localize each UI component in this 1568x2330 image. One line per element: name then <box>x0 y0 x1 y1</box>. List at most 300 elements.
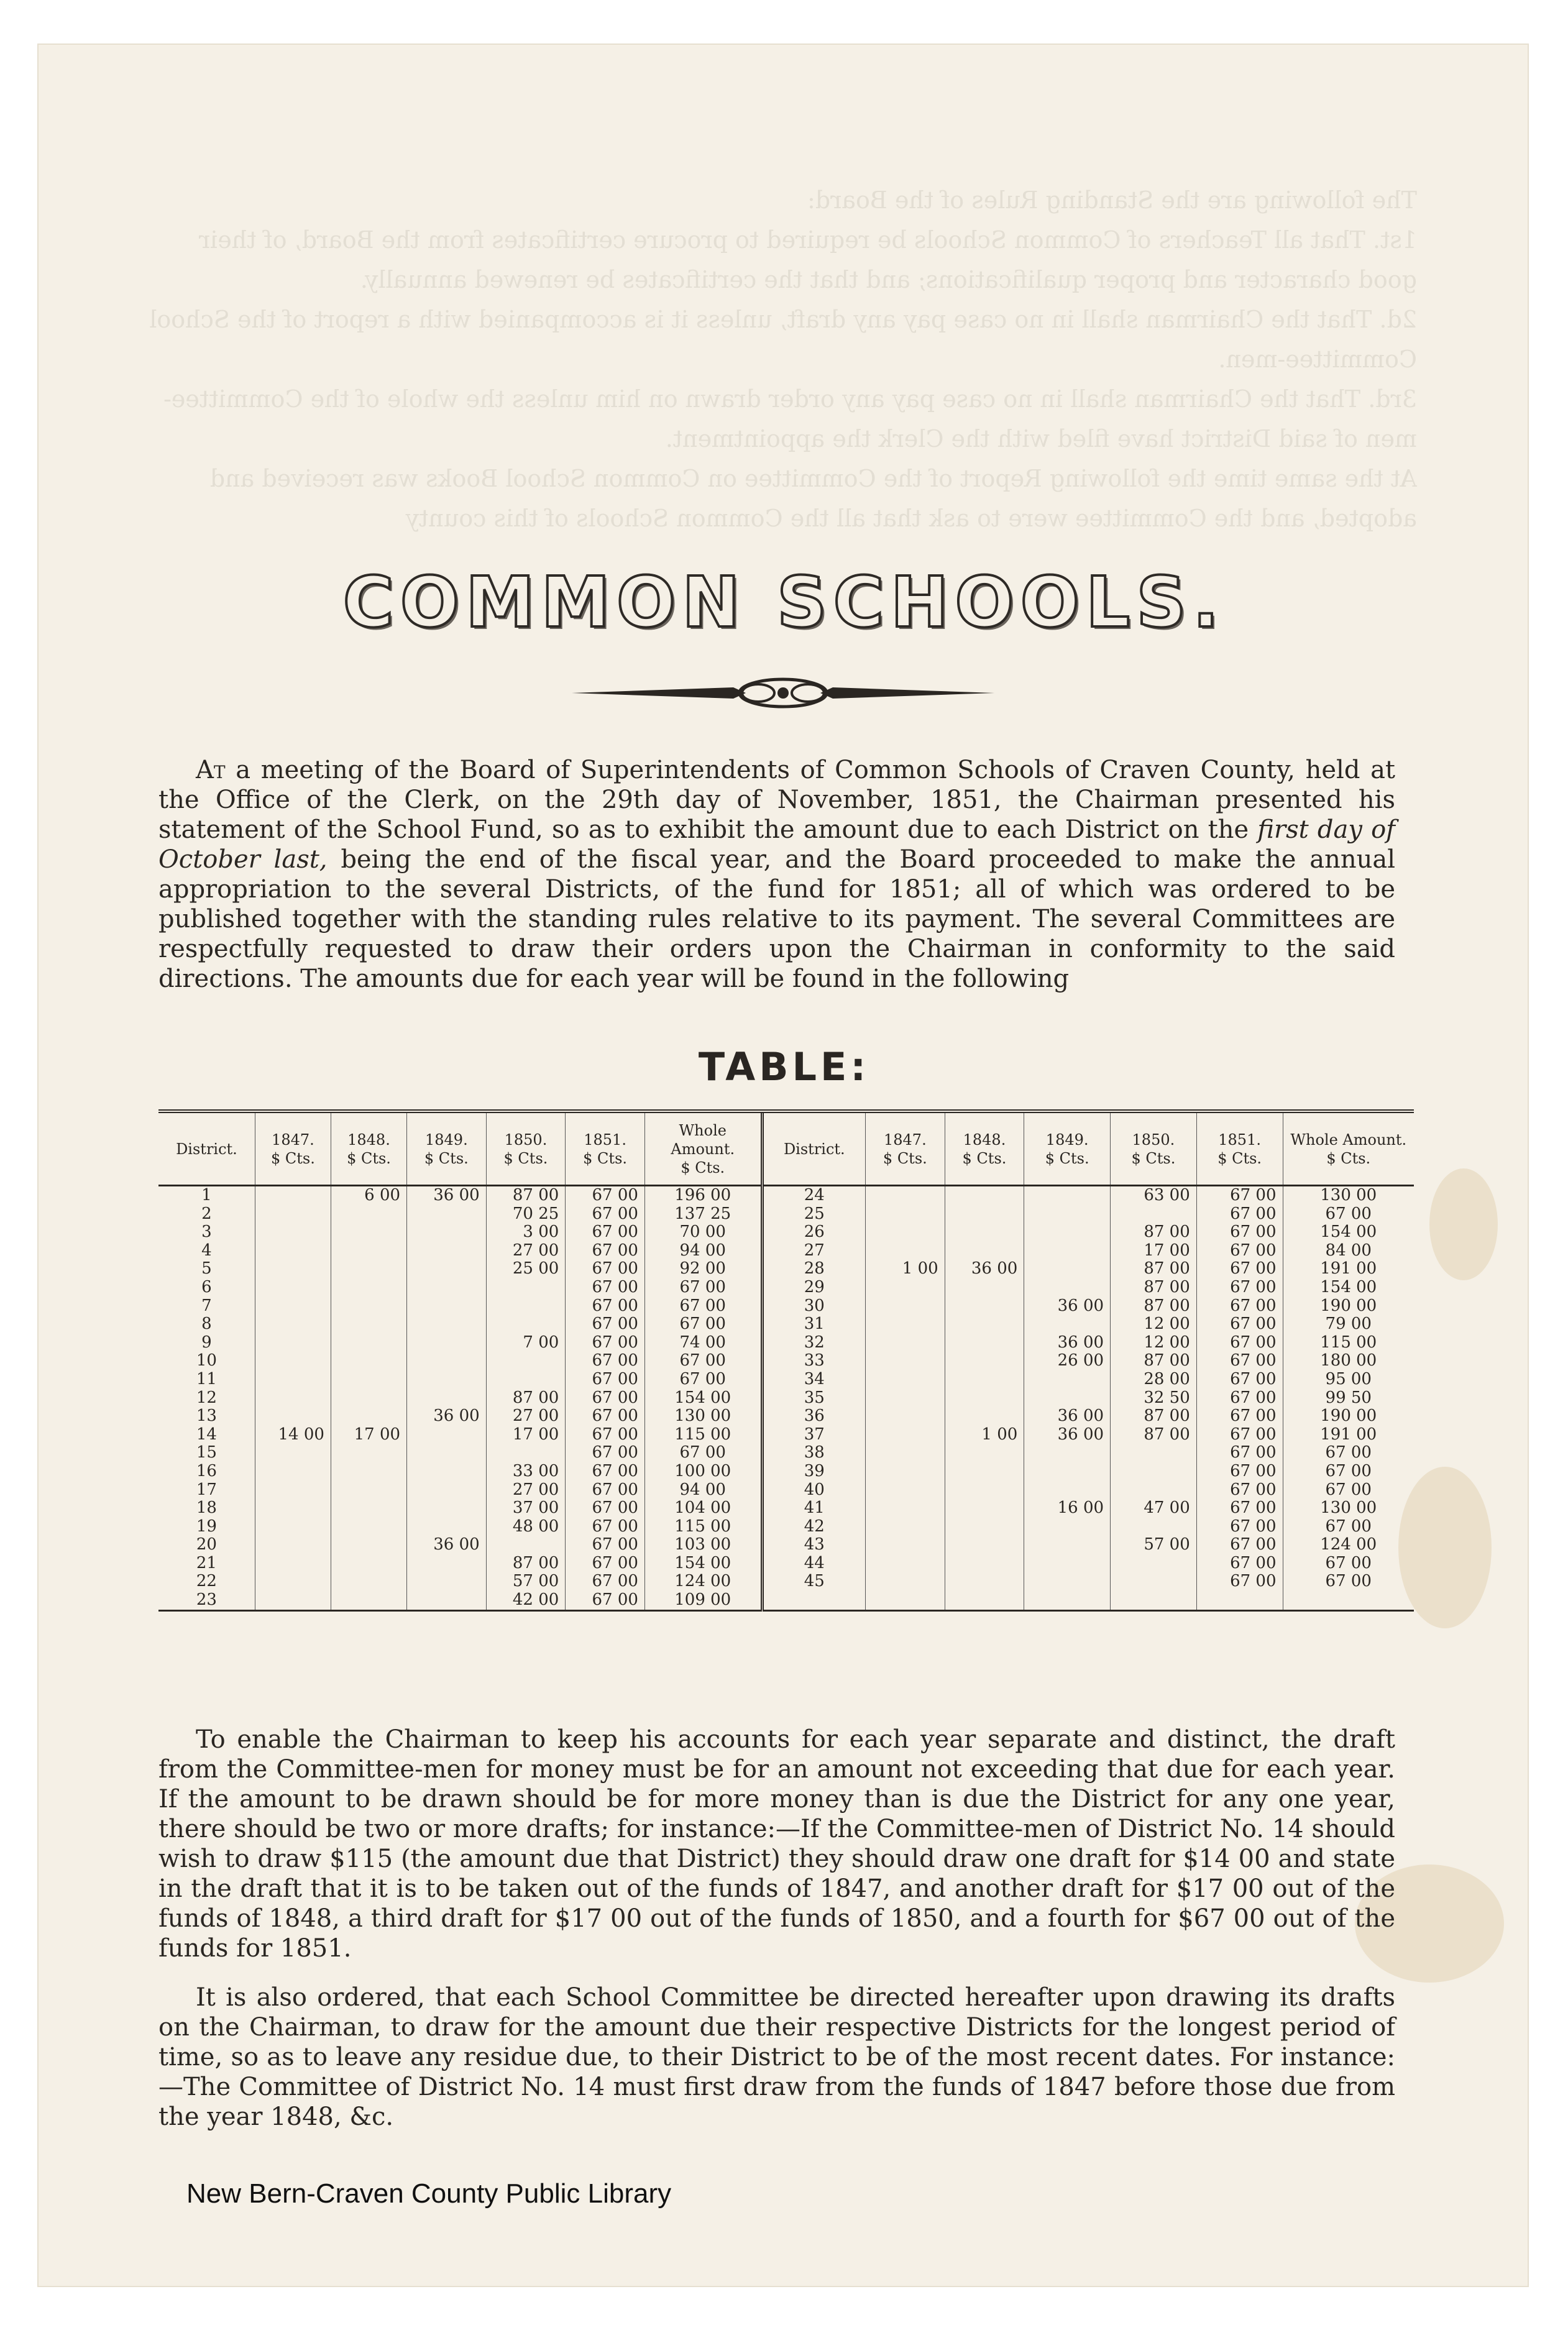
amount-cell <box>866 1186 945 1205</box>
district-cell: 44 <box>762 1554 865 1573</box>
amount-cell <box>486 1315 566 1334</box>
amount-cell: 67 00 <box>1196 1536 1283 1554</box>
column-header-title: 1848. <box>963 1131 1006 1149</box>
amount-cell <box>331 1499 406 1518</box>
column-header-unit: $ Cts. <box>583 1149 628 1167</box>
amount-cell <box>331 1278 406 1297</box>
amount-cell <box>486 1297 566 1316</box>
amount-cell: 33 00 <box>486 1462 566 1481</box>
column-header-title: 1848. <box>347 1131 390 1149</box>
amount-cell <box>1024 1242 1111 1260</box>
amount-cell <box>945 1186 1024 1205</box>
amount-cell <box>486 1278 566 1297</box>
district-cell: 11 <box>196 1370 217 1388</box>
amount-cell: 67 00 <box>1196 1407 1283 1426</box>
amount-cell <box>255 1334 331 1352</box>
table-row <box>158 1407 1414 1426</box>
amount-cell: 28 00 <box>1111 1370 1197 1389</box>
amount-cell: 36 00 <box>1024 1297 1111 1316</box>
table-row <box>158 1278 1414 1297</box>
amount-cell: 67 00 <box>566 1572 645 1591</box>
amount-cell <box>866 1370 945 1389</box>
whole-amount-cell: 130 00 <box>1283 1499 1414 1518</box>
amount-cell <box>255 1278 331 1297</box>
column-header-unit: $ Cts. <box>883 1149 927 1167</box>
district-cell: 14 <box>196 1425 217 1444</box>
whole-amount-cell: 104 00 <box>644 1499 762 1518</box>
amount-cell <box>255 1481 331 1500</box>
whole-amount-cell: 92 00 <box>644 1260 762 1278</box>
whole-amount-cell: 95 00 <box>1283 1370 1414 1389</box>
column-header-title: 1851. <box>584 1131 626 1149</box>
amount-cell <box>486 1444 566 1462</box>
table-row <box>158 1370 1414 1389</box>
table-row <box>158 1462 1414 1481</box>
amount-cell: 67 00 <box>566 1407 645 1426</box>
amount-cell <box>255 1315 331 1334</box>
whole-amount-cell: 67 00 <box>1283 1554 1414 1573</box>
amount-cell: 67 00 <box>1196 1426 1283 1444</box>
amount-cell <box>945 1242 1024 1260</box>
column-header <box>1024 1111 1111 1186</box>
whole-amount-cell: 70 00 <box>644 1223 762 1242</box>
amount-cell <box>945 1297 1024 1316</box>
amount-cell: 87 00 <box>1111 1223 1197 1242</box>
amount-cell <box>331 1223 406 1242</box>
amount-cell: 14 00 <box>255 1426 331 1444</box>
amount-cell <box>945 1223 1024 1242</box>
amount-cell: 67 00 <box>1196 1278 1283 1297</box>
amount-cell <box>945 1591 1024 1610</box>
whole-amount-cell: 67 00 <box>644 1444 762 1462</box>
district-cell: 3 <box>201 1223 212 1242</box>
amount-cell <box>407 1389 487 1408</box>
whole-amount-cell: 190 00 <box>1283 1297 1414 1316</box>
amount-cell: 67 00 <box>566 1444 645 1462</box>
district-cell: 26 <box>762 1223 865 1242</box>
amount-cell <box>945 1499 1024 1518</box>
amount-cell <box>407 1370 487 1389</box>
whole-amount-cell: 79 00 <box>1283 1315 1414 1334</box>
amount-cell <box>407 1591 487 1610</box>
amount-cell: 67 00 <box>566 1389 645 1408</box>
amount-cell: 67 00 <box>1196 1242 1283 1260</box>
whole-amount-cell: 100 00 <box>644 1462 762 1481</box>
amount-cell <box>1024 1554 1111 1573</box>
table-row <box>158 1518 1414 1536</box>
district-cell: 19 <box>196 1517 217 1536</box>
amount-cell <box>866 1591 945 1610</box>
amount-cell <box>866 1278 945 1297</box>
amount-cell <box>331 1242 406 1260</box>
amount-cell: 12 00 <box>1111 1315 1197 1334</box>
ornament-divider <box>572 671 994 715</box>
amount-cell: 67 00 <box>566 1426 645 1444</box>
amount-cell <box>866 1334 945 1352</box>
whole-amount-cell: 109 00 <box>644 1591 762 1610</box>
amount-cell: 36 00 <box>1024 1334 1111 1352</box>
order-paragraph: It is also ordered, that each School Committee be directed hereafter upon drawing its drafts on the Chairman, to draw for the amount due their respective Districts for the longest period of time, so as to leave any residue due, to their District to be of the most recent dates. For instance:—The Committee of District No. 14 must first draw from the funds of 1847 before those due from the year 1848, &c. <box>158 1983 1395 2131</box>
whole-amount-cell: 154 00 <box>644 1389 762 1408</box>
amount-cell: 7 00 <box>486 1334 566 1352</box>
amount-cell <box>331 1518 406 1536</box>
amount-cell <box>486 1370 566 1389</box>
amount-cell <box>945 1315 1024 1334</box>
amount-cell <box>866 1223 945 1242</box>
column-header-unit: $ Cts. <box>424 1149 469 1167</box>
amount-cell <box>1024 1315 1111 1334</box>
amount-cell: 27 00 <box>486 1481 566 1500</box>
amount-cell: 67 00 <box>1196 1389 1283 1408</box>
amount-cell: 67 00 <box>566 1518 645 1536</box>
district-cell: 41 <box>762 1499 865 1518</box>
district-cell: 18 <box>196 1499 217 1518</box>
show-through-text: The following are the Standing Rules of the Board: 1st. That all Teachers of Common Schools be required to procure certificates from the Board, of their good character and proper qualifications; and that the certificates be renewed annually. 2d. That the Chairman shall in no case pay any draft, unless it is accompanied with a report of the School Committee-men. 3rd. That the Chairman shall in no case pay any order drawn on him unless the whole of the Committee-men of said District have filed with the Clerk the appointment. At the same time the following Report of the Committee on Common School Books was received and adopted, and the Committee were to ask that all the Common Schools of this county <box>149 186 1417 532</box>
amount-cell: 36 00 <box>1024 1426 1111 1444</box>
column-header-title: 1849. <box>1045 1131 1089 1149</box>
amount-cell: 87 00 <box>1111 1407 1197 1426</box>
amount-cell <box>866 1297 945 1316</box>
amount-cell <box>1024 1223 1111 1242</box>
amount-cell <box>331 1444 406 1462</box>
amount-cell <box>255 1205 331 1224</box>
amount-cell <box>945 1370 1024 1389</box>
amount-cell <box>1111 1481 1197 1500</box>
district-cell <box>762 1591 865 1610</box>
fund-table <box>158 1109 1414 1612</box>
amount-cell: 67 00 <box>566 1223 645 1242</box>
district-cell: 21 <box>196 1554 217 1572</box>
amount-cell <box>1024 1462 1111 1481</box>
amount-cell <box>945 1334 1024 1352</box>
amount-cell: 32 50 <box>1111 1389 1197 1408</box>
whole-amount-cell: 67 00 <box>644 1297 762 1316</box>
amount-cell <box>255 1499 331 1518</box>
column-header <box>762 1111 865 1186</box>
column-header-title: 1851. <box>1218 1131 1261 1149</box>
column-header-unit: $ Cts. <box>1131 1149 1176 1167</box>
whole-amount-cell: 115 00 <box>644 1518 762 1536</box>
amount-cell: 67 00 <box>1196 1572 1283 1591</box>
column-header <box>158 1111 255 1186</box>
amount-cell <box>1111 1554 1197 1573</box>
amount-cell <box>866 1242 945 1260</box>
amount-cell: 17 00 <box>1111 1242 1197 1260</box>
amount-cell: 16 00 <box>1024 1499 1111 1518</box>
whole-amount-cell: 67 00 <box>1283 1572 1414 1591</box>
amount-cell: 27 00 <box>486 1407 566 1426</box>
amount-cell <box>1024 1444 1111 1462</box>
amount-cell <box>407 1352 487 1370</box>
amount-cell <box>331 1554 406 1573</box>
column-header-unit: $ Cts. <box>1045 1149 1089 1167</box>
amount-cell <box>331 1389 406 1408</box>
table-row <box>158 1554 1414 1573</box>
amount-cell <box>945 1554 1024 1573</box>
amount-cell: 17 00 <box>331 1426 406 1444</box>
amount-cell <box>255 1407 331 1426</box>
amount-cell <box>1024 1186 1111 1205</box>
amount-cell: 57 00 <box>1111 1536 1197 1554</box>
amount-cell <box>331 1572 406 1591</box>
amount-cell <box>866 1572 945 1591</box>
whole-amount-cell: 154 00 <box>644 1554 762 1573</box>
district-cell: 7 <box>201 1296 212 1315</box>
amount-cell <box>1024 1370 1111 1389</box>
amount-cell <box>331 1352 406 1370</box>
table-row <box>158 1389 1414 1408</box>
amount-cell <box>866 1389 945 1408</box>
amount-cell <box>407 1223 487 1242</box>
district-cell: 43 <box>762 1536 865 1554</box>
district-cell: 33 <box>762 1352 865 1370</box>
whole-amount-cell: 94 00 <box>644 1481 762 1500</box>
amount-cell <box>331 1462 406 1481</box>
district-cell: 24 <box>762 1186 865 1205</box>
amount-cell: 67 00 <box>1196 1334 1283 1352</box>
district-cell: 34 <box>762 1370 865 1389</box>
amount-cell <box>255 1186 331 1205</box>
table-row <box>158 1444 1414 1462</box>
amount-cell: 67 00 <box>1196 1186 1283 1205</box>
intro-text-a: a meeting of the Board of Superintendents of Common Schools of Craven County, held at the Office of the Clerk, on the 29th day of November, 1851, the Chairman presented his statement of the School Fund, so as to exhibit the amount due to each District on the <box>158 756 1396 844</box>
amount-cell <box>945 1536 1024 1554</box>
amount-cell: 67 00 <box>1196 1260 1283 1278</box>
amount-cell <box>407 1315 487 1334</box>
district-cell: 12 <box>196 1388 217 1407</box>
amount-cell: 47 00 <box>1111 1499 1197 1518</box>
column-header <box>407 1111 487 1186</box>
amount-cell: 67 00 <box>566 1352 645 1370</box>
district-cell: 9 <box>201 1333 212 1352</box>
district-cell: 8 <box>201 1315 212 1334</box>
amount-cell <box>945 1572 1024 1591</box>
amount-cell <box>255 1389 331 1408</box>
amount-cell: 1 00 <box>945 1426 1024 1444</box>
amount-cell <box>945 1444 1024 1462</box>
amount-cell <box>331 1481 406 1500</box>
amount-cell <box>1024 1260 1111 1278</box>
amount-cell <box>486 1536 566 1554</box>
amount-cell <box>407 1278 487 1297</box>
amount-cell <box>1111 1572 1197 1591</box>
table-row <box>158 1186 1414 1205</box>
district-cell: 38 <box>762 1444 865 1462</box>
amount-cell <box>331 1407 406 1426</box>
amount-cell <box>255 1518 331 1536</box>
column-header <box>644 1111 762 1186</box>
district-cell: 4 <box>201 1241 212 1260</box>
whole-amount-cell: 180 00 <box>1283 1352 1414 1370</box>
district-cell: 35 <box>762 1389 865 1408</box>
whole-amount-cell: 196 00 <box>644 1186 762 1205</box>
column-header-title: 1847. <box>272 1131 314 1149</box>
amount-cell: 87 00 <box>486 1186 566 1205</box>
amount-cell: 26 00 <box>1024 1352 1111 1370</box>
amount-cell: 25 00 <box>486 1260 566 1278</box>
whole-amount-cell: 99 50 <box>1283 1389 1414 1408</box>
page-title: COMMON SCHOOLS. <box>342 562 1226 643</box>
amount-cell <box>407 1297 487 1316</box>
whole-amount-cell: 67 00 <box>644 1278 762 1297</box>
district-cell: 23 <box>196 1591 217 1610</box>
whole-amount-cell: 74 00 <box>644 1334 762 1352</box>
whole-amount-cell: 130 00 <box>644 1407 762 1426</box>
column-header-title: 1850. <box>1132 1131 1175 1149</box>
amount-cell <box>255 1536 331 1554</box>
whole-amount-cell: 67 00 <box>644 1315 762 1334</box>
column-header-unit: $ Cts. <box>962 1149 1007 1167</box>
column-header <box>486 1111 566 1186</box>
column-header-title: District. <box>783 1140 845 1158</box>
column-header-title: Whole Amount. <box>1290 1131 1407 1149</box>
amount-cell <box>407 1462 487 1481</box>
amount-cell <box>866 1315 945 1334</box>
amount-cell <box>407 1554 487 1573</box>
whole-amount-cell: 191 00 <box>1283 1426 1414 1444</box>
amount-cell: 67 00 <box>566 1370 645 1389</box>
column-header-title: District. <box>176 1140 237 1158</box>
district-cell: 45 <box>762 1572 865 1591</box>
amount-cell: 67 00 <box>1196 1315 1283 1334</box>
district-cell: 42 <box>762 1518 865 1536</box>
table-row <box>158 1205 1414 1224</box>
whole-amount-cell: 191 00 <box>1283 1260 1414 1278</box>
amount-cell <box>407 1499 487 1518</box>
amount-cell: 67 00 <box>566 1591 645 1610</box>
amount-cell: 67 00 <box>1196 1462 1283 1481</box>
amount-cell: 48 00 <box>486 1518 566 1536</box>
amount-cell <box>407 1242 487 1260</box>
amount-cell: 67 00 <box>566 1297 645 1316</box>
amount-cell: 36 00 <box>407 1186 487 1205</box>
amount-cell <box>331 1315 406 1334</box>
intro-text-b: being the end of the fiscal year, and the Board proceeded to make the annual appropriation to the several Districts, of the fund for 1851; all of which was ordered to be published together with the standing rules relative to its payment. The several Committees are respectfully requested to draw their orders upon the Chairman in conformity to the said directions. The amounts due for each year will be found in the following <box>158 845 1396 993</box>
amount-cell <box>255 1444 331 1462</box>
amount-cell: 36 00 <box>407 1407 487 1426</box>
amount-cell <box>866 1205 945 1224</box>
amount-cell: 67 00 <box>566 1278 645 1297</box>
intro-paragraph <box>158 755 1395 994</box>
table-row <box>158 1334 1414 1352</box>
amount-cell <box>945 1518 1024 1536</box>
district-cell: 10 <box>196 1352 217 1370</box>
amount-cell <box>866 1462 945 1481</box>
whole-amount-cell: 67 00 <box>1283 1444 1414 1462</box>
district-cell: 22 <box>196 1572 217 1591</box>
column-header-title: 1849. <box>424 1131 468 1149</box>
district-cell: 32 <box>762 1334 865 1352</box>
table-row <box>158 1572 1414 1591</box>
column-header-unit: $ Cts. <box>1326 1149 1371 1167</box>
amount-cell: 87 00 <box>1111 1297 1197 1316</box>
amount-cell: 67 00 <box>566 1462 645 1481</box>
amount-cell <box>407 1518 487 1536</box>
whole-amount-cell: 190 00 <box>1283 1407 1414 1426</box>
amount-cell <box>255 1242 331 1260</box>
column-header-title: 1847. <box>884 1131 927 1149</box>
amount-cell <box>866 1481 945 1500</box>
amount-cell <box>255 1572 331 1591</box>
amount-cell: 67 00 <box>1196 1352 1283 1370</box>
amount-cell <box>255 1223 331 1242</box>
district-cell: 20 <box>196 1536 217 1554</box>
district-cell: 28 <box>762 1260 865 1278</box>
amount-cell: 67 00 <box>566 1186 645 1205</box>
table-row <box>158 1499 1414 1518</box>
amount-cell <box>945 1278 1024 1297</box>
whole-amount-cell: 124 00 <box>1283 1536 1414 1554</box>
amount-cell: 6 00 <box>331 1186 406 1205</box>
amount-cell <box>866 1352 945 1370</box>
district-cell: 25 <box>762 1205 865 1224</box>
amount-cell <box>255 1554 331 1573</box>
district-cell: 2 <box>201 1204 212 1223</box>
amount-cell: 87 00 <box>1111 1426 1197 1444</box>
whole-amount-cell: 67 00 <box>1283 1462 1414 1481</box>
district-cell: 16 <box>196 1462 217 1480</box>
amount-cell: 70 25 <box>486 1205 566 1224</box>
district-cell: 6 <box>201 1278 212 1296</box>
amount-cell <box>945 1481 1024 1500</box>
amount-cell <box>255 1352 331 1370</box>
whole-amount-cell: 130 00 <box>1283 1186 1414 1205</box>
column-header-unit: $ Cts. <box>1217 1149 1262 1167</box>
amount-cell <box>866 1426 945 1444</box>
whole-amount-cell: 137 25 <box>644 1205 762 1224</box>
amount-cell <box>407 1205 487 1224</box>
amount-cell <box>407 1481 487 1500</box>
district-cell: 31 <box>762 1315 865 1334</box>
whole-amount-cell: 154 00 <box>1283 1223 1414 1242</box>
amount-cell <box>945 1407 1024 1426</box>
whole-amount-cell <box>1283 1591 1414 1610</box>
column-header <box>255 1111 331 1186</box>
amount-cell <box>407 1334 487 1352</box>
column-header <box>1111 1111 1197 1186</box>
table-row <box>158 1297 1414 1316</box>
amount-cell: 37 00 <box>486 1499 566 1518</box>
district-cell: 39 <box>762 1462 865 1481</box>
column-header-unit: $ Cts. <box>270 1149 315 1167</box>
amount-cell: 36 00 <box>407 1536 487 1554</box>
stain <box>1429 1168 1498 1280</box>
amount-cell <box>407 1260 487 1278</box>
amount-cell <box>1024 1205 1111 1224</box>
whole-amount-cell: 115 00 <box>1283 1334 1414 1352</box>
amount-cell: 67 00 <box>1196 1205 1283 1224</box>
table-header-row <box>158 1111 1414 1186</box>
district-cell: 37 <box>762 1426 865 1444</box>
amount-cell: 67 00 <box>566 1260 645 1278</box>
table-row <box>158 1481 1414 1500</box>
district-cell: 15 <box>196 1444 217 1462</box>
amount-cell: 67 00 <box>566 1205 645 1224</box>
column-header <box>945 1111 1024 1186</box>
table-row <box>158 1260 1414 1278</box>
amount-cell <box>1024 1518 1111 1536</box>
amount-cell: 67 00 <box>1196 1444 1283 1462</box>
amount-cell <box>1024 1572 1111 1591</box>
amount-cell <box>866 1499 945 1518</box>
amount-cell: 87 00 <box>486 1389 566 1408</box>
district-cell: 27 <box>762 1242 865 1260</box>
amount-cell: 67 00 <box>1196 1223 1283 1242</box>
column-header-unit: $ Cts. <box>681 1158 725 1176</box>
column-header <box>331 1111 406 1186</box>
column-header <box>566 1111 645 1186</box>
district-cell: 13 <box>196 1407 217 1426</box>
